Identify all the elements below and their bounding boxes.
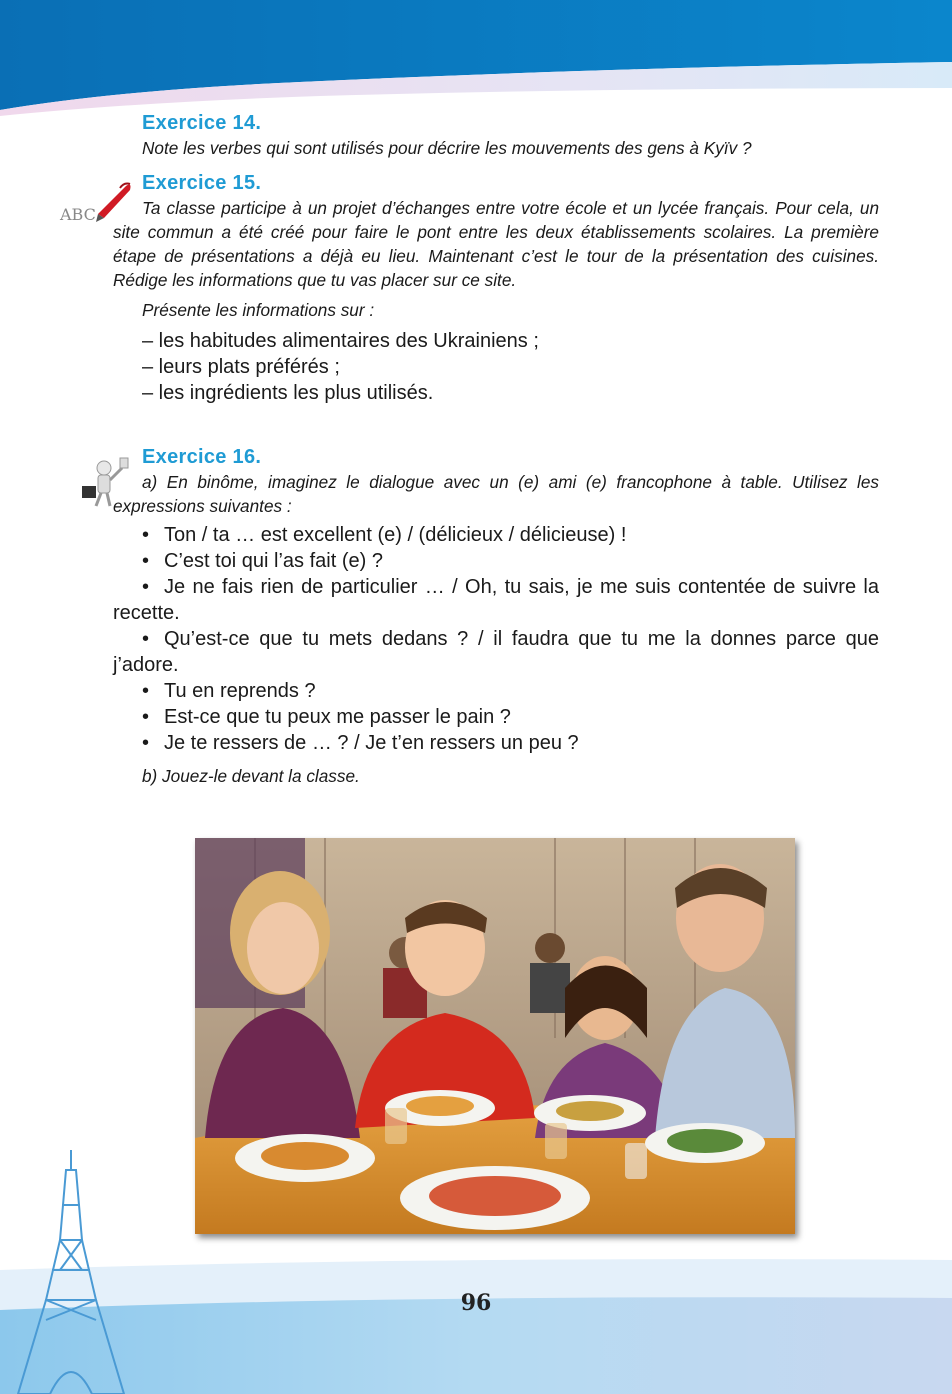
- list-item: • Tu en reprends ?: [142, 680, 316, 702]
- exercise-16-part-b: b) Jouez-le devant la classe.: [142, 766, 360, 786]
- exercise-16-title: Exercice 16.: [142, 446, 262, 468]
- exercise-14: [113, 110, 879, 160]
- bullet-text: Est-ce que tu peux me passer le pain ?: [164, 706, 511, 728]
- list-item: – les ingrédients les plus utilisés.: [142, 382, 434, 404]
- bullet-text: Je ne fais rien de particulier … / Oh, tu sais, je me suis contentée de suivre la recette.: [113, 576, 879, 624]
- header-band: [0, 0, 952, 120]
- abc-label: ABC: [60, 205, 96, 224]
- family-dinner-photo: [195, 838, 795, 1234]
- list-item: • C’est toi qui l’as fait (e) ?: [142, 550, 383, 572]
- list-item: • Ton / ta … est excellent (e) / (délicieux / délicieuse) !: [142, 524, 627, 546]
- eiffel-tower-icon: [16, 1150, 126, 1394]
- exercise-14-instruction: Note les verbes qui sont utilisés pour décrire les mouvements des gens à Kyïv ?: [142, 138, 752, 158]
- page-number: 96: [460, 1290, 492, 1316]
- exercise-15-instruction: Ta classe participe à un projet d’échanges entre votre école et un lycée français. Pour cela, un site commun a été créé pour faire le pont entre les deux établissements scolaires. La première étape de présentations a déjà eu lieu. Maintenant c’est le tour de la présentation des cuisines. Rédige les informations que tu vas placer sur ce site.: [113, 198, 879, 290]
- exercise-14-title: Exercice 14.: [142, 112, 262, 134]
- bullet-text: C’est toi qui l’as fait (e) ?: [164, 550, 383, 572]
- exercise-15-title: Exercice 15.: [142, 172, 262, 194]
- bullet-text: Tu en reprends ?: [164, 680, 316, 702]
- footer-band: [0, 1250, 952, 1394]
- page-content: [113, 110, 879, 788]
- list-item: • Est-ce que tu peux me passer le pain ?: [142, 706, 511, 728]
- list-item: • Je ne fais rien de particulier … / Oh, tu sais, je me suis contentée de suivre la recette.: [113, 576, 879, 624]
- list-item: – leurs plats préférés ;: [142, 356, 340, 378]
- bullet-text: Qu’est-ce que tu mets dedans ? / il faudra que tu me la donnes parce que j’adore.: [113, 628, 879, 676]
- exercise-15: [113, 170, 879, 406]
- bullet-text: Je te ressers de … ? / Je t’en ressers un peu ?: [164, 732, 579, 754]
- list-item: – les habitudes alimentaires des Ukrainiens ;: [142, 330, 539, 352]
- exercise-16: [113, 444, 879, 788]
- list-item: • Qu’est-ce que tu mets dedans ? / il faudra que tu me la donnes parce que j’adore.: [113, 628, 879, 676]
- list-item: • Je te ressers de … ? / Je t’en ressers un peu ?: [142, 732, 579, 754]
- bullet-text: Ton / ta … est excellent (e) / (délicieux / délicieuse) !: [164, 524, 627, 546]
- exercise-15-prompt: Présente les informations sur :: [142, 300, 375, 320]
- exercise-16-part-a: a) En binôme, imaginez le dialogue avec un (e) ami (e) francophone à table. Utilisez les expressions suivantes :: [113, 472, 879, 516]
